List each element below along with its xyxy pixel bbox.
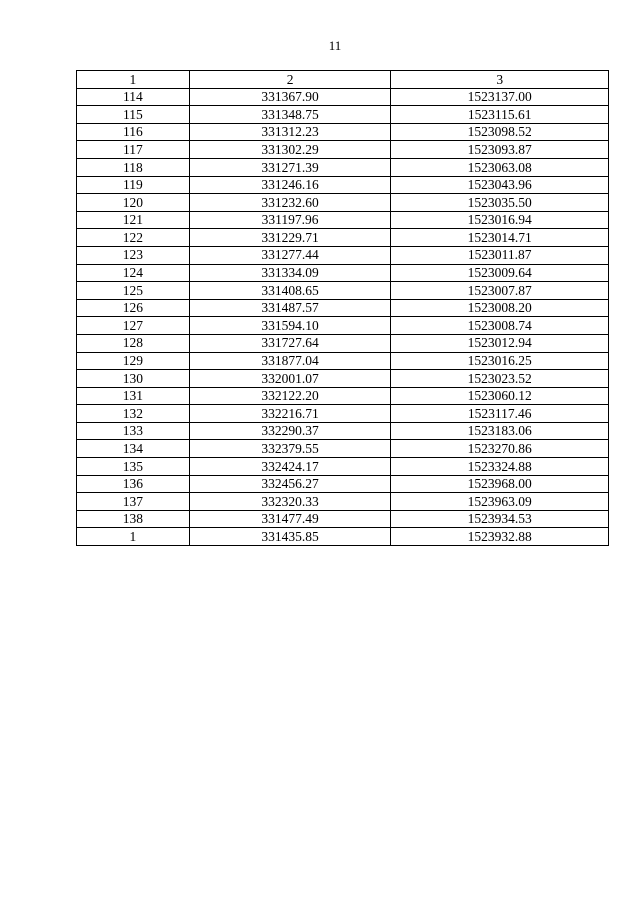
point-number-cell: 1 [77, 528, 190, 546]
table-row [77, 387, 609, 405]
x-coordinate-cell: 331367.90 [189, 88, 391, 106]
y-coordinate-cell: 1523016.94 [391, 211, 609, 229]
x-coordinate-cell: 331408.65 [189, 282, 391, 300]
table-row [77, 246, 609, 264]
point-number-cell: 130 [77, 370, 190, 388]
point-number-cell: 115 [77, 106, 190, 124]
x-coordinate-cell: 331727.64 [189, 334, 391, 352]
x-coordinate-cell: 331232.60 [189, 194, 391, 212]
y-coordinate-cell: 1523008.20 [391, 299, 609, 317]
x-coordinate-cell: 332216.71 [189, 405, 391, 423]
table-row [77, 493, 609, 511]
point-number-cell: 132 [77, 405, 190, 423]
point-number-cell: 119 [77, 176, 190, 194]
point-number-cell: 122 [77, 229, 190, 247]
table-row [77, 370, 609, 388]
table-row [77, 106, 609, 124]
x-coordinate-cell: 332122.20 [189, 387, 391, 405]
table-row [77, 352, 609, 370]
point-number-cell: 128 [77, 334, 190, 352]
y-coordinate-cell: 1523063.08 [391, 158, 609, 176]
column-header-3: 3 [391, 71, 609, 89]
y-coordinate-cell: 1523324.88 [391, 458, 609, 476]
table-row [77, 317, 609, 335]
table-row [77, 123, 609, 141]
y-coordinate-cell: 1523183.06 [391, 422, 609, 440]
x-coordinate-cell: 332320.33 [189, 493, 391, 511]
point-number-cell: 136 [77, 475, 190, 493]
y-coordinate-cell: 1523117.46 [391, 405, 609, 423]
point-number-cell: 125 [77, 282, 190, 300]
y-coordinate-cell: 1523014.71 [391, 229, 609, 247]
y-coordinate-cell: 1523012.94 [391, 334, 609, 352]
y-coordinate-cell: 1523137.00 [391, 88, 609, 106]
x-coordinate-cell: 331277.44 [189, 246, 391, 264]
y-coordinate-cell: 1523932.88 [391, 528, 609, 546]
y-coordinate-cell: 1523011.87 [391, 246, 609, 264]
table-row [77, 141, 609, 159]
x-coordinate-cell: 331877.04 [189, 352, 391, 370]
x-coordinate-cell: 332456.27 [189, 475, 391, 493]
y-coordinate-cell: 1523008.74 [391, 317, 609, 335]
point-number-cell: 129 [77, 352, 190, 370]
point-number-cell: 133 [77, 422, 190, 440]
x-coordinate-cell: 332290.37 [189, 422, 391, 440]
table-row [77, 405, 609, 423]
point-number-cell: 114 [77, 88, 190, 106]
x-coordinate-cell: 332424.17 [189, 458, 391, 476]
x-coordinate-cell: 332379.55 [189, 440, 391, 458]
table-row [77, 229, 609, 247]
table-row [77, 282, 609, 300]
y-coordinate-cell: 1523060.12 [391, 387, 609, 405]
x-coordinate-cell: 331271.39 [189, 158, 391, 176]
y-coordinate-cell: 1523009.64 [391, 264, 609, 282]
column-header-2: 2 [189, 71, 391, 89]
table-row [77, 88, 609, 106]
x-coordinate-cell: 331312.23 [189, 123, 391, 141]
point-number-cell: 138 [77, 510, 190, 528]
x-coordinate-cell: 331348.75 [189, 106, 391, 124]
x-coordinate-cell: 332001.07 [189, 370, 391, 388]
x-coordinate-cell: 331302.29 [189, 141, 391, 159]
point-number-cell: 126 [77, 299, 190, 317]
table-row [77, 475, 609, 493]
table-row [77, 510, 609, 528]
y-coordinate-cell: 1523043.96 [391, 176, 609, 194]
point-number-cell: 135 [77, 458, 190, 476]
y-coordinate-cell: 1523035.50 [391, 194, 609, 212]
x-coordinate-cell: 331435.85 [189, 528, 391, 546]
table-row [77, 211, 609, 229]
x-coordinate-cell: 331246.16 [189, 176, 391, 194]
y-coordinate-cell: 1523093.87 [391, 141, 609, 159]
table-body [77, 88, 609, 545]
x-coordinate-cell: 331334.09 [189, 264, 391, 282]
point-number-cell: 121 [77, 211, 190, 229]
table-row [77, 440, 609, 458]
table-header-row [77, 71, 609, 89]
table-row [77, 334, 609, 352]
y-coordinate-cell: 1523007.87 [391, 282, 609, 300]
y-coordinate-cell: 1523098.52 [391, 123, 609, 141]
table-row [77, 264, 609, 282]
table-row [77, 528, 609, 546]
page-number: 11 [328, 38, 342, 53]
y-coordinate-cell: 1523023.52 [391, 370, 609, 388]
table-row [77, 194, 609, 212]
point-number-cell: 117 [77, 141, 190, 159]
coordinates-table [76, 70, 609, 546]
table-row [77, 158, 609, 176]
x-coordinate-cell: 331594.10 [189, 317, 391, 335]
point-number-cell: 120 [77, 194, 190, 212]
y-coordinate-cell: 1523016.25 [391, 352, 609, 370]
point-number-cell: 131 [77, 387, 190, 405]
column-header-1: 1 [77, 71, 190, 89]
x-coordinate-cell: 331487.57 [189, 299, 391, 317]
y-coordinate-cell: 1523934.53 [391, 510, 609, 528]
y-coordinate-cell: 1523963.09 [391, 493, 609, 511]
table-row [77, 422, 609, 440]
y-coordinate-cell: 1523270.86 [391, 440, 609, 458]
point-number-cell: 127 [77, 317, 190, 335]
y-coordinate-cell: 1523968.00 [391, 475, 609, 493]
table-row [77, 458, 609, 476]
y-coordinate-cell: 1523115.61 [391, 106, 609, 124]
table-row [77, 176, 609, 194]
point-number-cell: 137 [77, 493, 190, 511]
point-number-cell: 118 [77, 158, 190, 176]
table-row [77, 299, 609, 317]
point-number-cell: 116 [77, 123, 190, 141]
x-coordinate-cell: 331229.71 [189, 229, 391, 247]
point-number-cell: 134 [77, 440, 190, 458]
point-number-cell: 124 [77, 264, 190, 282]
x-coordinate-cell: 331197.96 [189, 211, 391, 229]
x-coordinate-cell: 331477.49 [189, 510, 391, 528]
point-number-cell: 123 [77, 246, 190, 264]
